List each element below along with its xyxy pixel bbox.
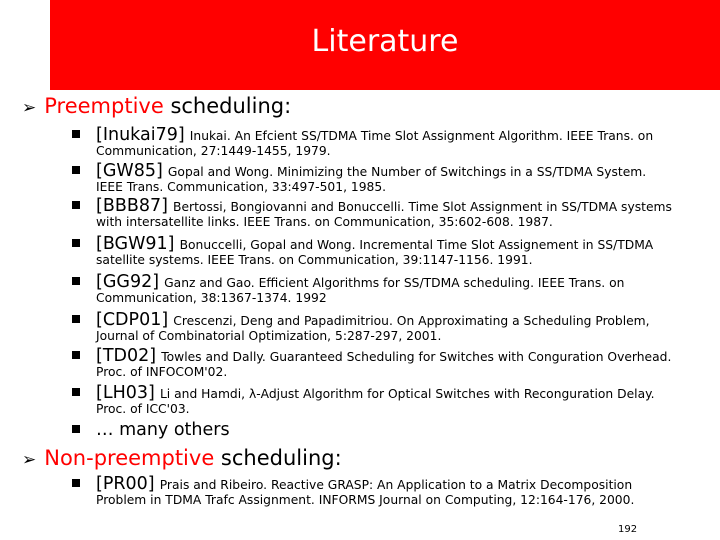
reference-text: Crescenzi, Deng and Papadimitriou. On Approximating a Scheduling Problem,: [173, 314, 650, 328]
reference-text-cont: Communication, 38:1367-1374. 1992: [96, 291, 327, 305]
square-bullet-icon: [72, 388, 80, 396]
square-bullet-icon: [72, 479, 80, 487]
reference-text: Inukai. An Efcient SS/TDMA Time Slot Assignment Algorithm. IEEE Trans. on: [189, 129, 654, 143]
reference-key: [PR00]: [96, 474, 155, 494]
reference-key: [CDP01]: [96, 310, 169, 330]
reference-text: Bonuccelli, Gopal and Wong. Incremental Time Slot Assignement in SS/TDMA: [179, 238, 654, 252]
reference-key: [GG92]: [96, 272, 160, 292]
reference-text-cont: with intersatellite links. IEEE Trans. on Communication, 35:602-608. 1987.: [96, 215, 553, 229]
reference-text-cont: Communication, 27:1449-1455, 1979.: [96, 144, 331, 158]
reference-text-cont: Proc. of INFOCOM'02.: [96, 365, 228, 379]
square-bullet-icon: [72, 315, 80, 323]
reference-key: [BGW91]: [96, 234, 175, 254]
reference-key: [BBB87]: [96, 196, 168, 216]
square-bullet-icon: [72, 201, 80, 209]
section-label-rest: scheduling:: [163, 94, 292, 118]
section-heading-non-preemptive: [22, 446, 342, 470]
title-bar: [50, 0, 720, 90]
section-label-highlight: Preemptive: [44, 94, 164, 118]
reference-text-cont: Problem in TDMA Trafc Assignment. INFORMS Journal on Computing, 12:164-176, 2000.: [96, 493, 635, 507]
reference-key: … many others: [96, 420, 230, 440]
square-bullet-icon: [72, 239, 80, 247]
square-bullet-icon: [72, 351, 80, 359]
square-bullet-icon: [72, 277, 80, 285]
reference-text: Towles and Dally. Guaranteed Scheduling for Switches with Conguration Overhead.: [161, 350, 672, 364]
square-bullet-icon: [72, 130, 80, 138]
reference-text-cont: Proc. of ICC'03.: [96, 402, 190, 416]
page-number: 192: [618, 524, 638, 535]
section-label-highlight: Non-preemptive: [44, 446, 215, 470]
reference-text-cont: Journal of Combinatorial Optimization, 5:287-297, 2001.: [96, 329, 442, 343]
reference-key: [GW85]: [96, 161, 163, 181]
reference-text-cont: IEEE Trans. Communication, 33:497-501, 1985.: [96, 180, 387, 194]
square-bullet-icon: [72, 166, 80, 174]
square-bullet-icon: [72, 425, 80, 433]
reference-key: [TD02]: [96, 346, 157, 366]
reference-text: Ganz and Gao. Efficient Algorithms for SS/TDMA scheduling. IEEE Trans. on: [164, 276, 625, 290]
reference-text-cont: satellite systems. IEEE Trans. on Communication, 39:1147-1156. 1991.: [96, 253, 533, 267]
slide-title: Literature: [311, 24, 459, 59]
reference-text: Bertossi, Bongiovanni and Bonuccelli. Time Slot Assignment in SS/TDMA systems: [173, 200, 672, 214]
reference-key: [Inukai79]: [96, 125, 185, 145]
reference-text: Li and Hamdi, λ-Adjust Algorithm for Optical Switches with Reconguration Delay.: [159, 387, 655, 401]
reference-text: Gopal and Wong. Minimizing the Number of Switchings in a SS/TDMA System.: [167, 165, 647, 179]
reference-key: [LH03]: [96, 383, 155, 403]
section-heading-preemptive: [22, 94, 291, 118]
arrow-bullet-icon: ➢: [22, 450, 37, 470]
reference-text: Prais and Ribeiro. Reactive GRASP: An Application to a Matrix Decomposition: [159, 478, 633, 492]
arrow-bullet-icon: ➢: [22, 98, 37, 118]
section-label-rest: scheduling:: [214, 446, 342, 470]
